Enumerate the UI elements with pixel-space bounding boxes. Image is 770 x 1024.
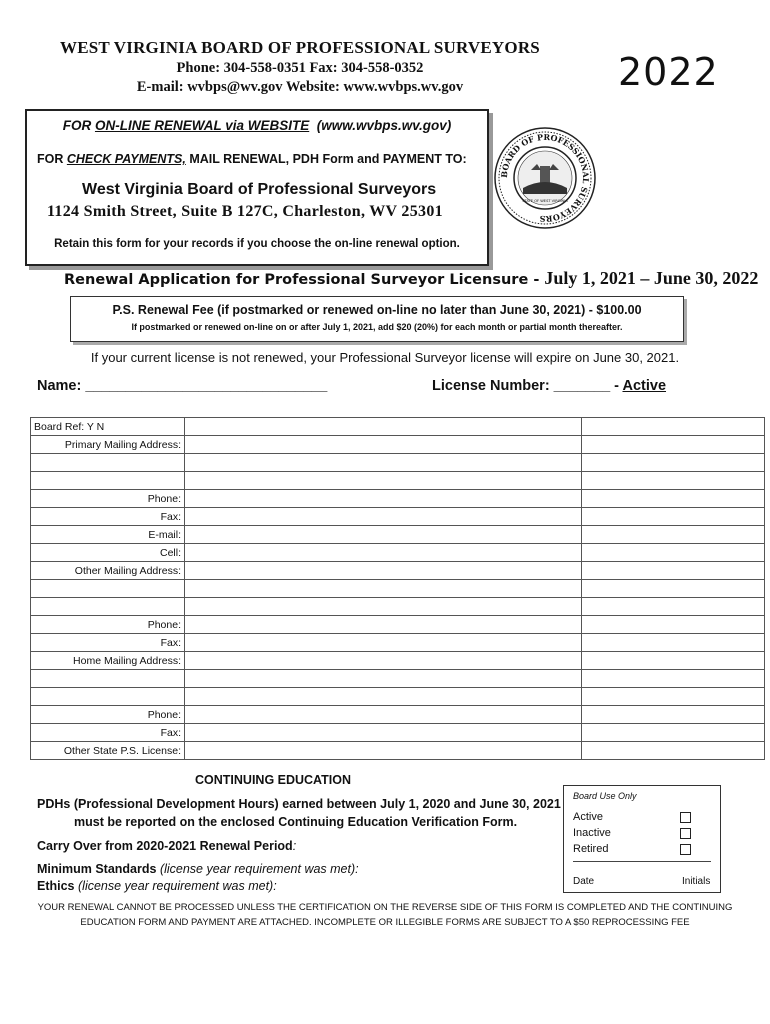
name-label: Name: <box>37 378 82 394</box>
status-active-checkbox[interactable] <box>680 812 691 823</box>
row-extra-field[interactable] <box>582 544 765 562</box>
row-extra-field[interactable] <box>582 562 765 580</box>
name-field[interactable] <box>37 378 327 394</box>
license-label: License Number: <box>432 378 550 394</box>
ethics-field[interactable]: Ethics (license year requirement was met): <box>37 879 277 893</box>
table-row <box>31 580 765 598</box>
row-extra-field[interactable] <box>582 580 765 598</box>
license-period: July 1, 2021 – June 30, 2022 <box>544 268 759 288</box>
mailing-instructions-box <box>25 109 489 266</box>
status-retired-label: Retired <box>573 843 609 855</box>
minimum-standards-field[interactable]: Minimum Standards (license year requirement was met): <box>37 862 359 876</box>
footer-notice-line-2: EDUCATION FORM AND PAYMENT ARE ATTACHED. INCOMPLETE OR ILLEGIBLE FORMS ARE SUBJECT TO A $50 REPROCESSING FEE <box>80 917 690 928</box>
board-title: WEST VIRGINIA BOARD OF PROFESSIONAL SURVEYORS <box>60 38 540 57</box>
table-row <box>31 490 765 508</box>
table-row <box>31 634 765 652</box>
expiration-note: If your current license is not renewed, your Professional Surveyor license will expire on June 30, 2021. <box>90 350 680 365</box>
table-row <box>31 526 765 544</box>
row-label <box>31 670 185 688</box>
row-entry-field[interactable] <box>185 562 582 580</box>
row-entry-field[interactable] <box>185 670 582 688</box>
row-entry-field[interactable] <box>185 706 582 724</box>
footer-notice-line-1: YOUR RENEWAL CANNOT BE PROCESSED UNLESS THE CERTIFICATION ON THE REVERSE SIDE OF THIS FORM IS COMPLETED AND THE CONTINUING <box>37 902 733 913</box>
org-address: 1124 Smith Street, Suite B 127C, Charleston, WV 25301 <box>47 203 443 220</box>
table-row <box>31 508 765 526</box>
row-extra-field[interactable] <box>582 472 765 490</box>
row-extra-field[interactable] <box>582 454 765 472</box>
table-row <box>31 454 765 472</box>
online-renewal-line: FOR ON-LINE RENEWAL via WEBSITE (www.wvbps.wv.gov) <box>62 118 452 133</box>
table-row <box>31 598 765 616</box>
name-blank[interactable]: ______________________________ <box>81 378 328 394</box>
status-active-label: Active <box>573 811 603 823</box>
status-retired-checkbox[interactable] <box>680 844 691 855</box>
seal-center-text: STATE OF WEST VIRGINIA <box>522 199 568 203</box>
row-label <box>31 580 185 598</box>
row-extra-field[interactable] <box>582 490 765 508</box>
row-extra-field[interactable] <box>582 436 765 454</box>
board-use-only-box <box>563 785 721 893</box>
renewal-fee-line: P.S. Renewal Fee (if postmarked or renewed on-line no later than June 30, 2021) - $100.00 <box>112 303 642 317</box>
row-entry-field[interactable] <box>185 616 582 634</box>
pdh-requirement-line-1: PDHs (Professional Development Hours) earned between July 1, 2020 and June 30, 2021 <box>37 797 561 811</box>
board-phone-fax: Phone: 304-558-0351 Fax: 304-558-0352 <box>176 60 424 76</box>
table-row <box>31 688 765 706</box>
row-extra-field[interactable] <box>582 670 765 688</box>
row-extra-field[interactable] <box>582 508 765 526</box>
table-row <box>31 724 765 742</box>
form-year: 2022 <box>618 50 719 94</box>
row-label: Home Mailing Address: <box>31 652 185 670</box>
board-use-heading: Board Use Only <box>573 791 637 801</box>
license-number-field[interactable] <box>432 378 666 394</box>
status-inactive-checkbox[interactable] <box>680 828 691 839</box>
application-title: Renewal Application for Professional Surveyor Licensure - July 1, 2021 – June 30, 2022 <box>64 268 759 288</box>
renewal-fee-box <box>70 296 684 342</box>
row-entry-field[interactable] <box>185 472 582 490</box>
row-label <box>31 688 185 706</box>
row-entry-field[interactable] <box>185 526 582 544</box>
retain-note: Retain this form for your records if you choose the on-line renewal option. <box>54 238 460 250</box>
signature-line[interactable] <box>573 861 711 862</box>
row-entry-field[interactable] <box>185 742 582 760</box>
row-entry-field[interactable] <box>185 688 582 706</box>
row-entry-field[interactable] <box>185 544 582 562</box>
row-entry-field[interactable] <box>185 598 582 616</box>
table-row <box>31 436 765 454</box>
table-row <box>31 544 765 562</box>
table-row <box>31 562 765 580</box>
carry-over-field[interactable]: Carry Over from 2020-2021 Renewal Period: <box>37 839 297 853</box>
row-extra-field[interactable] <box>582 706 765 724</box>
row-extra-field[interactable] <box>582 634 765 652</box>
row-extra-field[interactable] <box>582 688 765 706</box>
row-extra-field[interactable] <box>582 526 765 544</box>
row-entry-field[interactable] <box>185 454 582 472</box>
row-extra-field[interactable] <box>582 598 765 616</box>
row-label: Fax: <box>31 724 185 742</box>
row-extra-field[interactable] <box>582 742 765 760</box>
table-row <box>31 652 765 670</box>
row-label: Cell: <box>31 544 185 562</box>
row-label: Phone: <box>31 490 185 508</box>
late-fee-line: If postmarked or renewed on-line on or after July 1, 2021, add $20 (20%) for each month or partial month thereafter. <box>131 322 623 332</box>
row-label: Primary Mailing Address: <box>31 436 185 454</box>
row-label: Other State P.S. License: <box>31 742 185 760</box>
org-name: West Virginia Board of Professional Surveyors <box>82 181 437 198</box>
check-payments-line: FOR CHECK PAYMENTS, MAIL RENEWAL, PDH Form and PAYMENT TO: <box>37 152 467 166</box>
row-entry-field[interactable] <box>185 418 582 436</box>
row-entry-field[interactable] <box>185 724 582 742</box>
row-entry-field[interactable] <box>185 652 582 670</box>
row-extra-field[interactable] <box>582 616 765 634</box>
row-label <box>31 598 185 616</box>
date-label: Date <box>573 876 595 887</box>
table-row <box>31 616 765 634</box>
row-label <box>31 472 185 490</box>
seal-ring-text: BOARD OF PROFESSIONAL SURVEYORS <box>498 131 592 225</box>
row-label: Fax: <box>31 634 185 652</box>
row-extra-field[interactable] <box>582 724 765 742</box>
row-extra-field[interactable] <box>582 652 765 670</box>
row-label: Other Mailing Address: <box>31 562 185 580</box>
row-extra-field[interactable] <box>582 418 765 436</box>
row-label: Phone: <box>31 616 185 634</box>
status-inactive-label: Inactive <box>573 827 611 839</box>
pdh-requirement-line-2: must be reported on the enclosed Continuing Education Verification Form. <box>74 815 518 829</box>
row-entry-field[interactable] <box>185 436 582 454</box>
row-label: Phone: <box>31 706 185 724</box>
initials-label: Initials <box>682 876 711 887</box>
board-seal-image <box>493 126 597 230</box>
row-entry-field[interactable] <box>185 580 582 598</box>
contact-info-table <box>30 417 765 760</box>
table-row <box>31 418 765 436</box>
license-blank[interactable]: _______ - <box>549 378 623 394</box>
row-label <box>31 454 185 472</box>
row-label: Fax: <box>31 508 185 526</box>
row-label: Board Ref: Y N <box>31 418 185 436</box>
row-entry-field[interactable] <box>185 634 582 652</box>
online-renewal-link[interactable]: ON-LINE RENEWAL via WEBSITE <box>94 118 310 133</box>
table-row <box>31 742 765 760</box>
board-email-website: E-mail: wvbps@wv.gov Website: www.wvbps.wv.gov <box>136 79 464 95</box>
row-entry-field[interactable] <box>185 490 582 508</box>
row-label: E-mail: <box>31 526 185 544</box>
table-row <box>31 670 765 688</box>
row-entry-field[interactable] <box>185 508 582 526</box>
table-row <box>31 472 765 490</box>
continuing-education-heading: CONTINUING EDUCATION <box>195 773 352 787</box>
table-row <box>31 706 765 724</box>
license-status: Active <box>622 378 667 394</box>
online-renewal-site: (www.wvbps.wv.gov) <box>316 118 452 133</box>
